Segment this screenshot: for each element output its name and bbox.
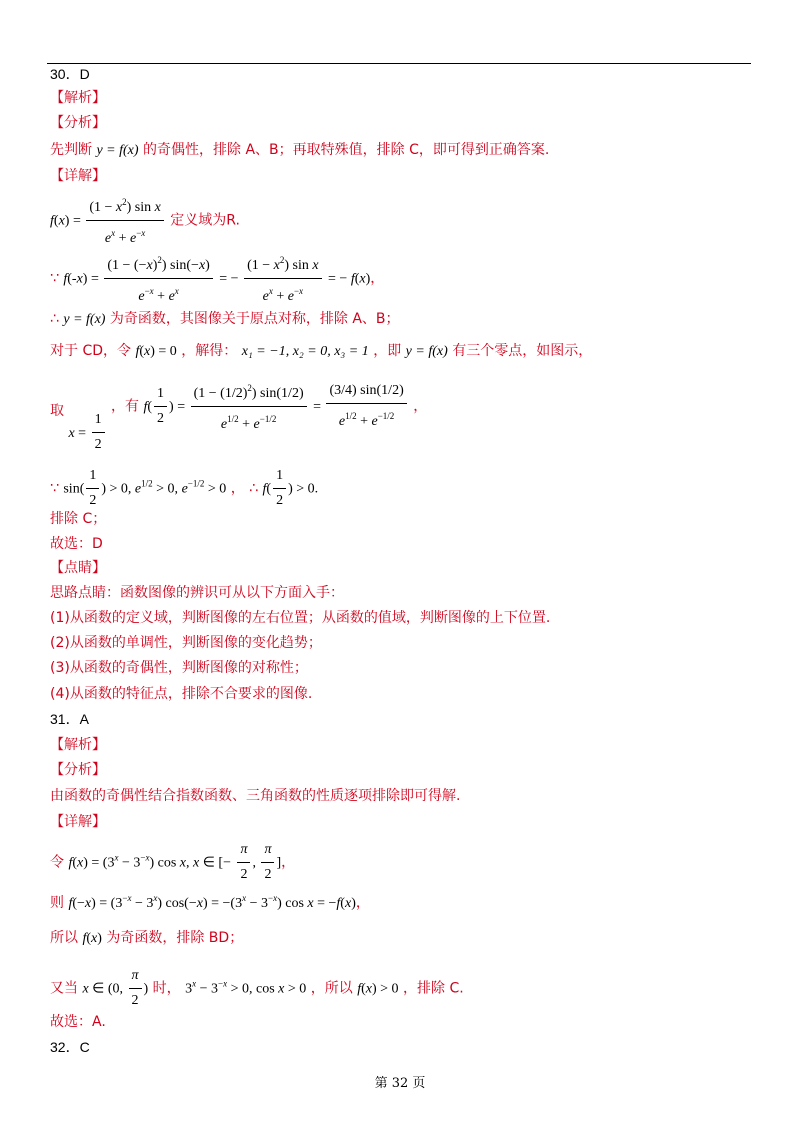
- q32-answer: 32．C: [50, 1039, 90, 1055]
- q31-ze-line: 则 $f(-x) = (3^{-x} - 3^x) \cos(-x) = -(3^x - 3^{-x})$ cos x = −f(x)，: [50, 893, 370, 911]
- q30-dianjing-heading: 【点睛】: [50, 560, 106, 576]
- q30-fx-definition: f(x) = $\frac{(1 - x^2) \sin x}{e^x + e^{-x}}$ 定义域为R.: [50, 192, 240, 249]
- page-number: 第 32 页: [374, 1076, 426, 1091]
- q30-answer: 30．D: [50, 66, 90, 82]
- q31-fenxi-text: 由函数的奇偶性结合指数函数、三角函数的性质逐项排除即可得解.: [50, 788, 461, 804]
- q31-youdang: 又当: [50, 980, 78, 997]
- q30-fenxi-heading: 【分析】: [50, 115, 106, 131]
- q31-youdang-line: 又当 x ∈ (0, $\frac{\pi}{2}$ ) 时， $3^x - 3^{-x} > 0$, cos x > 0 ，所以 f(x) > 0 ，排除 C.: [50, 968, 464, 1008]
- header-rule: [47, 63, 751, 64]
- q31-fenxi-heading: 【分析】: [50, 762, 106, 778]
- q31-exclude-c: ，排除 C.: [403, 980, 464, 997]
- q30-tip-1: (1)从函数的定义域，判断图像的左右位置；从函数的值域，判断图像的上下位置.: [50, 610, 551, 626]
- q30-domain-text: 定义域为R.: [170, 212, 240, 229]
- q30-odd-line: ∴ y = f(x) 为奇函数，其图像关于原点对称，排除 A、B；: [50, 311, 400, 327]
- q30-tip-2: (2)从函数的单调性，判断图像的变化趋势；: [50, 635, 322, 651]
- q30-jiexi-heading: 【解析】: [50, 90, 106, 106]
- q30-silu: 思路点睛：函数图像的辨识可从以下方面入手：: [50, 585, 344, 601]
- q30-cd-roots: x₁ = −1, x₂ = 0, x₃ = 1: [241, 344, 369, 359]
- q30-choose: 故选：D: [50, 536, 103, 552]
- q31-shi: 时，: [152, 980, 181, 997]
- q30-tip-4: (4)从函数的特征点，排除不合要求的图像.: [50, 686, 313, 702]
- q30-odd-text: 为奇函数，其图像关于原点对称，排除 A、B；: [109, 311, 400, 327]
- q30-cd-mid: ，解得：: [181, 343, 238, 359]
- q30-fenxi-math: y = f(x): [96, 143, 139, 158]
- q31-odd-bd: 为奇函数，排除 BD；: [106, 930, 244, 946]
- q30-cd-pre: 对于 CD，令: [50, 343, 132, 359]
- q30-take-line: 取 x = $\frac{1}{2}$ ，有 f( $\frac{1}{2}$ ) = $\frac{(1 - (1/2)^2) \sin(1/2)}{e^{1/2} + e^{-1/2}}$ = $\frac{(3/4) \sin(1/2)}{e^{1/2} + e^{-1/2}}$ ，: [50, 378, 427, 435]
- q30-fneg-frac2: $\frac{(1 - x^2) \sin x}{e^x + e^{-x}}$: [244, 250, 322, 307]
- q31-xiangjie-heading: 【详解】: [50, 814, 106, 830]
- q30-fx-fraction: $\frac{(1 - x^2) \sin x}{e^x + e^{-x}}$: [86, 192, 164, 249]
- q31-ling: 令: [50, 854, 64, 871]
- q30-cd-line: 对于 CD，令 f(x) = 0 ，解得： x₁ = −1, x₂ = 0, x₃ = 1 ，即 y = f(x) 有三个零点，如图示，: [50, 343, 593, 359]
- q30-fenxi-text: [50, 140, 549, 161]
- q30-because-line: ∵ sin( $\frac{1}{2}$ ) > 0, $e^{1/2} > 0$, $e^{-1/2} > 0$ ， ∴ f( $\frac{1}{2}$ ) > 0.: [50, 468, 319, 508]
- q31-jiexi-heading: 【解析】: [50, 737, 106, 753]
- q30-take: 取: [50, 402, 64, 419]
- q30-tip-3: (3)从函数的奇偶性，判断图像的对称性；: [50, 660, 308, 676]
- q30-fneg-frac1: $\frac{(1 - (-x)^2) \sin(-x)}{e^{-x} + e^x}$: [104, 250, 212, 307]
- q31-odd-line: 所以 f(x) 为奇函数，排除 BD；: [50, 930, 244, 946]
- q30-half-frac2: $\frac{(3/4) \sin(1/2)}{e^{1/2} + e^{-1/2}}$: [326, 381, 406, 432]
- q30-fenxi-pre: 先判断: [50, 142, 92, 158]
- q31-ze: 则: [50, 895, 64, 911]
- q30-fenxi-post: 的奇偶性，排除 A、B；再取特殊值，排除 C，即可得到正确答案.: [143, 142, 550, 158]
- q30-xiangjie-heading: 【详解】: [50, 168, 106, 184]
- q30-fneg-line: ∵ f(-x) = $\frac{(1 - (-x)^2) \sin(-x)}{e^{-x} + e^x}$ = − $\frac{(1 - x^2) \sin x}{e^x + e^{-x}}$ = − f(x)，: [50, 250, 384, 307]
- q31-answer: 31．A: [50, 711, 89, 727]
- q30-half-frac1: $\frac{(1 - (1/2)^2) \sin(1/2)}{e^{1/2} + e^{-1/2}}$: [191, 378, 307, 435]
- q30-exclude-c: 排除 C；: [50, 511, 107, 527]
- q30-have: ，有: [111, 398, 140, 415]
- q30-cd-post: 有三个零点，如图示，: [452, 343, 593, 359]
- q31-suoyi2: ，所以: [310, 980, 353, 997]
- q31-suoyi: 所以: [50, 930, 78, 946]
- q31-choose: 故选：A.: [50, 1014, 106, 1030]
- q31-ling-line: 令 $f(x) = (3^x - 3^{-x})$ cos x, x ∈ [− $\frac{\pi}{2}$ , $\frac{\pi}{2}$ ]，: [50, 842, 296, 882]
